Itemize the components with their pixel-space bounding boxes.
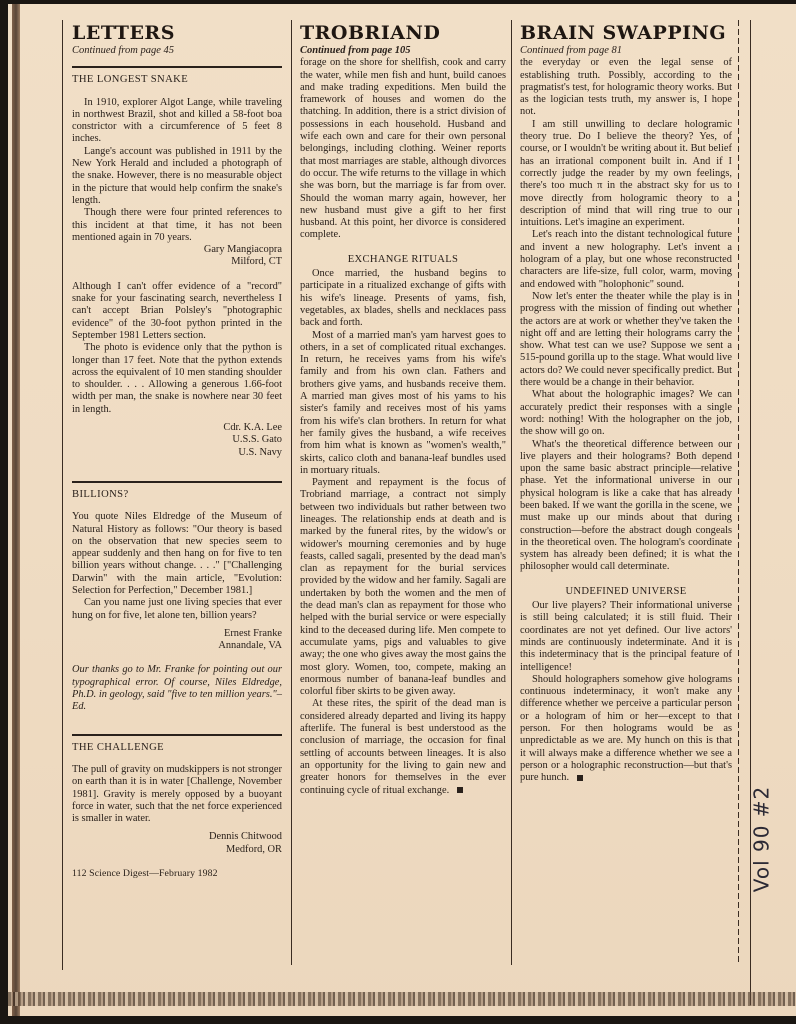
signature-name: Cdr. K.A. Lee <box>223 422 282 434</box>
billions-signature <box>72 628 282 653</box>
snake-signature-1 <box>72 244 282 269</box>
signature-place: Annandale, VA <box>218 640 282 652</box>
column-divider-middle <box>291 20 292 965</box>
brain-swapping-column <box>520 22 732 785</box>
signature-name: Gary Mangiacopra <box>203 244 282 256</box>
column-divider-outer <box>738 20 739 965</box>
snake-signature-2 <box>72 422 282 459</box>
letters-title: LETTERS <box>72 22 175 44</box>
brain-p8-text: Should holographers somehow give holograms continuous indeterminacy, it won't make any difference whether we perceive a particular person or a hologram of him or her—except to that person. For then holograms would be as unpredictable as we are. My hunch on this is that it will always make a difference whether we see a person or a holographic reconstruction—but that's pure hunch. <box>520 673 732 784</box>
trobriand-p1: forage on the shore for shellfish, cook and carry the water, while men fish and hunt, build canoes and make trading expeditions. Men build the framework of houses and women do the thatching. In addition, there is a strict division of possessions in each household. Husband and wife each own and care for their own personal belongings, including clothing. Weiner reports that most marriages are stable, although divorces do occur. The wife returns to the village in which she was born, but the marriage is far from over. Should the woman marry again, however, her new husband must give a gift to her first husband. At this point, her divorce is considered complete. <box>300 57 506 241</box>
billions-heading: BILLIONS? <box>72 488 129 500</box>
signature-ship: U.S.S. Gato <box>232 434 282 446</box>
billions-p2: Can you name just one living species that ever hung on for five, let alone ten, billion years? <box>72 597 282 621</box>
trobriand-p2: Once married, the husband begins to participate in a ritualized exchange of gifts with his wife's lineage. Presents of yams, fish, vegetables, ax blades, shells and necklaces pass back and forth. <box>300 268 506 329</box>
brain-p5: What about the holographic images? We can accurately predict their responses with a single word: nothing! With the holographer on the job, the show will go on. <box>520 389 732 438</box>
snake-heading: THE LONGEST SNAKE <box>72 74 189 86</box>
trobriand-p5-text: At these rites, the spirit of the dead man is considered already departed and living its happy afterlife. The funeral is best understood as the conclusion of marriage, the occasion for final settling of accounts between lineages. It is also an opportunity for the living to gain new and greater honors for themselves in the ever continuing cycle of ritual exchange. <box>300 698 506 796</box>
trobriand-p3: Most of a married man's yam harvest goes to others, in a set of complicated ritual exchanges. In return, he receives yams from his wife's family and from his own clan. Fathers and brothers give yams, and husbands receive them. A married man gives most of his yams to his sister's family and receives most of his yams from his wife's clan brothers. In return for what her family gives the husband, a wife receives from him what is known as "women's wealth," skirts, calico cloth and banana-leaf bundles used in mortuary rituals. <box>300 329 506 476</box>
brain-p4: Now let's enter the theater while the play is in progress with the mission of finding out whether the actors are at work or whether they've taken the night off and are letting their holograms carry the show. What test can we use? Suppose we sent a 515-pound gorilla up to the stage. What would live actors do? We could never specifically predict. But there would be a change in their behavior. <box>520 290 732 389</box>
end-of-article-mark <box>457 787 463 793</box>
end-of-article-mark <box>577 775 583 781</box>
column-divider-left <box>62 20 63 970</box>
signature-place: Medford, OR <box>226 843 282 855</box>
snake-p2: Lange's account was published in 1911 by the New York Herald and included a photograph of the snake. However, there is no measurable object in the picture that would help confirm the snake's length. <box>72 145 282 206</box>
snake-p4: Although I can't offer evidence of a "record" snake for your fascinating search, nevertheless I can't accept Brian Polsley's "photographic evidence" of the 30-foot python printed in the September 1981 Letters section. <box>72 280 282 341</box>
snake-p3: Though there were four printed references to this incident at that time, it has not been mentioned again in 70 years. <box>72 207 282 243</box>
undefined-universe-subhead: UNDEFINED UNIVERSE <box>565 585 687 597</box>
brain-p7: Our live players? Their informational universe is still being calculated; it is still fluid. Their coordinates are not yet defined. Our live actors' minds are continuously indeterminate. And it is this indeterminacy that is the principal feature of intelligence! <box>520 600 732 673</box>
signature-name: Dennis Chitwood <box>208 831 282 843</box>
editor-note: Our thanks go to Mr. Franke for pointing out our typographical error. Of course, Niles Eldredge, Ph.D. in geology, said "five to ten million years."–Ed. <box>72 664 282 713</box>
signature-name: Ernest Franke <box>224 627 282 639</box>
brain-swapping-title: BRAIN SWAPPING <box>520 22 727 44</box>
trobriand-continued-note: Continued from page 105 <box>300 45 411 56</box>
brain-p3: Let's reach into the distant technological future and invent a new holography. Let's invent a hologram of a play, but one whose reconstructed characters are life-size, full color, warm, moving and endowed with "holophonic" sound. <box>520 229 732 290</box>
trobriand-column <box>300 22 506 797</box>
challenge-p1: The pull of gravity on mudskippers is not stronger on earth than it is in water [Challenge, November 1981]. Gravity is merely opposed by a buoyant force in water, such that the net force experienced is smaller in water. <box>72 763 282 825</box>
exchange-rituals-subhead: EXCHANGE RITUALS <box>347 253 459 265</box>
snake-p1: In 1910, explorer Algot Lange, while traveling in northwest Brazil, shot and killed a 58-foot boa constrictor with a circumference of 5 feet 8 inches. <box>72 96 282 145</box>
snake-p5: The photo is evidence only that the python is longer than 17 feet. Note that the python extends across the equivalent of 10 men standing shoulder to shoulder. . . . Allowing a generous 1.66-foot width per man, the snake is nowhere near 30 feet in length. <box>72 342 282 415</box>
trobriand-p4: Payment and repayment is the focus of Trobriand marriage, a contract not simply between two individuals but rather between two lineages. The relationship ends at death and is marked by the funeral rites, by the widow's or widower's mourning ceremonies and by huge feasts, called sagali, presented by the dead man's clan as repayment for the burial services provided by the widow and her family. Sagali are undertaken by both the women and the men of the dead man's clan as repayment for those who helped with the burial service or were especially kind to the deceased during life. Men compete to accumulate yams, pigs and valuables to give away; the one who gives away the most gains the most glory. Women, too, compete, making an enormous number of banana-leaf bundles and colorful fiber skirts to be given away. <box>300 477 506 698</box>
page-binding-edge <box>12 4 20 1016</box>
brain-continued-note: Continued from page 81 <box>520 45 622 56</box>
page-bottom-edge <box>8 992 796 1006</box>
signature-branch: U.S. Navy <box>238 446 282 458</box>
letters-continued-note: Continued from page 45 <box>72 45 174 56</box>
section-rule <box>72 734 282 736</box>
billions-p1: You quote Niles Eldredge of the Museum of Natural History as follows: "Our theory is based on the observation that new species seem to appear suddenly and then hang on for five to ten billion years without change. . . ." ["Challenging Darwin" with the main article, "Evolution: Selection for Perfection," December 1981.] <box>72 511 282 596</box>
signature-place: Milford, CT <box>231 256 282 268</box>
challenge-signature <box>72 831 282 856</box>
section-rule <box>72 66 282 68</box>
brain-p8 <box>520 674 732 785</box>
column-divider-right <box>511 20 512 965</box>
trobriand-p5 <box>300 698 506 796</box>
trobriand-title: TROBRIAND <box>300 22 441 44</box>
brain-p6: What's the theoretical difference between our live players and their holograms? Both depend upon the same basic abstract principle—relative phase. Yet the informational universe in our physical hologram is like a cake that has already been baked. If we want the gorilla in the scene, we must make up our minds about that during construction—before the abstract dough congeals in the theoretical oven. The hologram's coordinate system has already been defined; it is what the philosopher would call determinate. <box>520 438 732 573</box>
magazine-page <box>8 4 796 1016</box>
section-rule <box>72 481 282 483</box>
handwritten-annotation: Vol 90 #2 <box>749 785 774 893</box>
challenge-heading: THE CHALLENGE <box>72 741 164 753</box>
page-footer: 112 Science Digest—February 1982 <box>72 868 218 880</box>
letters-column <box>72 22 282 880</box>
brain-p1: the everyday or even the legal sense of establishing truth. Possibly, according to the pragmatist's test, for hologramic theory works. But as the logician tests truth, my answer is, I hope not. <box>520 57 732 118</box>
brain-p2: I am still unwilling to declare hologramic theory true. Do I believe the theory? Yes, of course, or I wouldn't be writing about it. But belief has an irrational component built in. And if I correctly judge the reader by my own feelings, there's too much π in the abstract sky for us to move directly from hologramic theory to a description of mind that will ring true to our intuitions. Let's imagine an experiment. <box>520 118 732 229</box>
handwritten-annotation-area <box>744 764 778 914</box>
